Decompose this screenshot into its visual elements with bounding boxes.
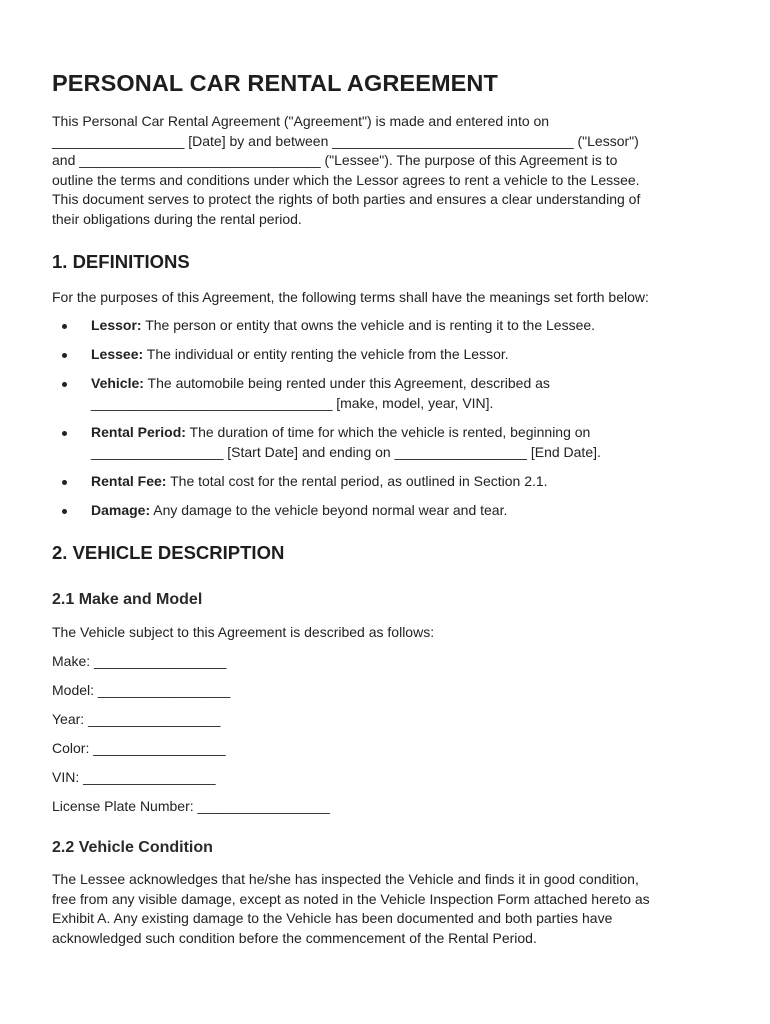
definition-term: Lessor: [91,317,142,333]
list-item [91,374,550,413]
field-model: Model: _________________ [52,682,231,698]
definition-continuation: _______________________________ [make, model, year, VIN]. [91,394,494,411]
field-year: Year: _________________ [52,711,221,727]
condition-paragraph [52,870,732,948]
intro-line: and _______________________________ ("Lessee"). The purpose of this Agreement is to [52,152,618,168]
list-item [91,472,548,492]
intro-line: outline the terms and conditions under which the Lessor agrees to rent a vehicle to the Lessee. [52,171,640,188]
intro-paragraph [52,112,732,229]
intro-line: This document serves to protect the rights of both parties and ensures a clear understanding of [52,191,641,207]
bullet-icon [62,324,67,329]
condition-line: acknowledged such condition before the commencement of the Rental Period. [52,929,537,946]
definition-text: The individual or entity renting the vehicle from the Lessor. [143,346,509,362]
bullet-icon [62,509,67,514]
definition-text: The duration of time for which the vehicle is rented, beginning on [185,424,591,440]
list-item [91,345,509,365]
intro-line: This Personal Car Rental Agreement ("Agreement") is made and entered into on [52,113,550,129]
bullet-icon [62,382,67,387]
condition-line: Exhibit A. Any existing damage to the Vehicle has been documented and both parties have [52,910,613,926]
definition-text: Any damage to the vehicle beyond normal wear and tear. [150,502,508,518]
make-model-intro: The Vehicle subject to this Agreement is described as follows: [52,624,435,640]
intro-line: _________________ [Date] by and between _______________________________ ("Lessor") [52,132,639,149]
definition-term: Rental Period: [91,424,186,440]
condition-line: The Lessee acknowledges that he/she has inspected the Vehicle and finds it in good condition, [52,871,639,887]
definitions-heading: 1. DEFINITIONS [52,251,190,272]
bullet-icon [62,353,67,358]
definition-term: Damage: [91,502,151,518]
definition-continuation: _________________ [Start Date] and ending on _________________ [End Date]. [91,443,601,460]
definition-term: Vehicle: [91,375,144,391]
definition-text: The person or entity that owns the vehicle and is renting it to the Lessee. [141,317,596,333]
vehicle-heading: 2. VEHICLE DESCRIPTION [52,542,285,563]
definition-text: The automobile being rented under this Agreement, described as [143,375,550,391]
definition-term: Lessee: [91,346,144,362]
definitions-intro: For the purposes of this Agreement, the following terms shall have the meanings set forth below: [52,289,649,305]
condition-line: free from any visible damage, except as noted in the Vehicle Inspection Form attached hereto as [52,890,650,907]
intro-line: their obligations during the rental period. [52,210,302,227]
field-vin: VIN: _________________ [52,769,216,785]
list-item [91,316,595,336]
make-model-heading: 2.1 Make and Model [52,591,203,608]
document-title: PERSONAL CAR RENTAL AGREEMENT [52,70,498,96]
list-item [91,423,601,462]
field-color: Color: _________________ [52,740,226,756]
definition-term: Rental Fee: [91,473,167,489]
bullet-icon [62,431,67,436]
field-make: Make: _________________ [52,653,227,669]
list-item [91,501,507,521]
field-license-plate: License Plate Number: _________________ [52,798,330,814]
bullet-icon [62,480,67,485]
condition-heading: 2.2 Vehicle Condition [52,839,213,856]
definition-text: The total cost for the rental period, as outlined in Section 2.1. [166,473,548,489]
